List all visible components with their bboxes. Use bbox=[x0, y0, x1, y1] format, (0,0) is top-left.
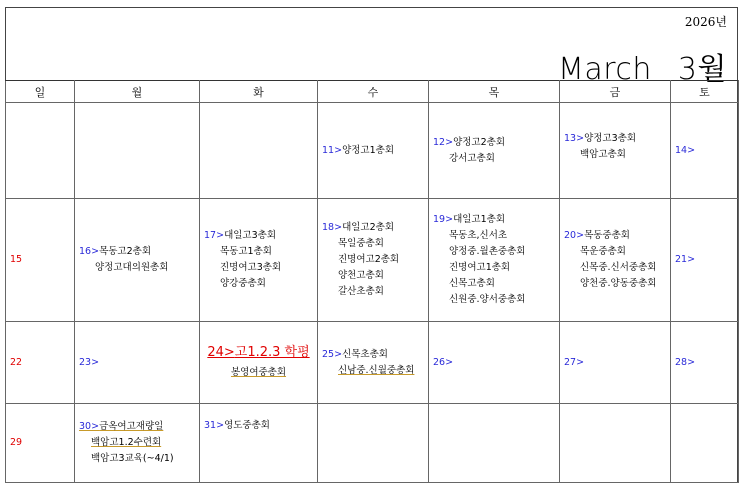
day-cell-21[interactable] bbox=[671, 199, 739, 322]
event-text: 목동고2총회 bbox=[99, 246, 151, 257]
day-cell-28[interactable] bbox=[671, 322, 739, 404]
event-text: 진명여고1총회 bbox=[449, 262, 511, 273]
day-cell-22[interactable] bbox=[6, 322, 75, 404]
weekday-wed: 수 bbox=[318, 81, 429, 103]
day-cell-17[interactable] bbox=[200, 199, 318, 322]
day-cell-11[interactable] bbox=[318, 103, 429, 199]
day-cell-empty bbox=[560, 404, 671, 483]
day-number: 24> bbox=[207, 344, 235, 360]
day-number: 27> bbox=[564, 356, 585, 368]
event-text: 신목초총회 bbox=[342, 348, 388, 360]
day-number: 31> bbox=[204, 420, 225, 431]
day-number: 18> bbox=[322, 222, 343, 233]
event-text: 영도중총회 bbox=[224, 420, 270, 431]
event-text: 갈산초총회 bbox=[338, 286, 384, 297]
day-number: 29 bbox=[10, 437, 23, 448]
day-cell-19[interactable] bbox=[429, 199, 560, 322]
event-text: 양강중총회 bbox=[220, 278, 266, 289]
weekday-mon: 월 bbox=[75, 81, 200, 103]
day-number: 16> bbox=[79, 246, 100, 257]
day-number: 17> bbox=[204, 230, 225, 241]
week-row bbox=[6, 322, 739, 404]
event-text: 봉영여중총회 bbox=[230, 366, 287, 378]
day-number: 11> bbox=[322, 144, 343, 156]
month-name-en: March bbox=[557, 52, 652, 87]
day-cell-20[interactable] bbox=[560, 199, 671, 322]
event-text: 양정고1총회 bbox=[342, 144, 394, 156]
day-cell-25[interactable] bbox=[318, 322, 429, 404]
day-number: 21> bbox=[675, 254, 696, 265]
day-cell-empty bbox=[75, 103, 200, 199]
event-text: 목동중총회 bbox=[584, 230, 630, 241]
weekday-sat: 토 bbox=[671, 81, 739, 103]
day-number: 23> bbox=[79, 356, 100, 368]
event-text: 백암고총회 bbox=[580, 148, 626, 160]
event-text: 금옥여고재량일 bbox=[99, 421, 164, 432]
day-cell-23[interactable] bbox=[75, 322, 200, 404]
day-cell-18[interactable] bbox=[318, 199, 429, 322]
event-text: 대일고1총회 bbox=[453, 214, 505, 225]
day-number: 30> bbox=[79, 421, 100, 432]
day-cell-empty bbox=[671, 404, 739, 483]
weekday-tue: 화 bbox=[200, 81, 318, 103]
day-cell-empty bbox=[200, 103, 318, 199]
event-text: 양천중.양동중총회 bbox=[580, 278, 657, 289]
day-number: 13> bbox=[564, 132, 585, 144]
week-row bbox=[6, 404, 739, 483]
event-text: 진명여고3총회 bbox=[220, 262, 282, 273]
week-row bbox=[6, 103, 739, 199]
event-text: 목운중총회 bbox=[580, 246, 626, 257]
day-cell-12[interactable] bbox=[429, 103, 560, 199]
day-number: 25> bbox=[322, 348, 343, 360]
weekday-thu: 목 bbox=[429, 81, 560, 103]
day-cell-30[interactable] bbox=[75, 404, 200, 483]
day-number: 14> bbox=[675, 144, 696, 156]
day-number: 26> bbox=[433, 356, 454, 368]
event-text: 양천고총회 bbox=[338, 270, 384, 281]
event-text: 양정고3총회 bbox=[584, 132, 636, 144]
event-headline: 고1.2.3 학평 bbox=[234, 344, 310, 360]
weekday-sun: 일 bbox=[6, 81, 75, 103]
day-cell-26[interactable] bbox=[429, 322, 560, 404]
day-cell-empty bbox=[318, 404, 429, 483]
event-text: 신목고총회 bbox=[449, 278, 495, 289]
day-cell-16[interactable] bbox=[75, 199, 200, 322]
day-cell-24[interactable] bbox=[200, 322, 318, 404]
event-text: 백암고1.2수련회 bbox=[91, 437, 162, 448]
day-cell-14[interactable] bbox=[671, 103, 739, 199]
event-text: 신남중.신월중총회 bbox=[338, 364, 415, 376]
event-text: 대일고3총회 bbox=[224, 230, 276, 241]
day-cell-15[interactable] bbox=[6, 199, 75, 322]
day-number: 15 bbox=[10, 254, 23, 265]
day-number: 19> bbox=[433, 214, 454, 225]
event-text: 목일중총회 bbox=[338, 238, 384, 249]
event-text: 강서고총회 bbox=[449, 152, 495, 164]
event-text: 양정고대의원총회 bbox=[95, 262, 169, 273]
day-cell-empty bbox=[6, 103, 75, 199]
calendar-grid bbox=[5, 80, 739, 483]
day-number: 12> bbox=[433, 136, 454, 148]
day-number: 28> bbox=[675, 356, 696, 368]
event-text: 양정중.월촌중총회 bbox=[449, 246, 526, 257]
year-label: 2026년 bbox=[684, 15, 727, 29]
day-cell-13[interactable] bbox=[560, 103, 671, 199]
day-cell-27[interactable] bbox=[560, 322, 671, 404]
event-text: 목동초,신서초 bbox=[449, 230, 508, 241]
weekday-fri: 금 bbox=[560, 81, 671, 103]
day-cell-31[interactable] bbox=[200, 404, 318, 483]
day-number: 22 bbox=[10, 356, 23, 368]
day-number: 20> bbox=[564, 230, 585, 241]
event-text: 신목중.신서중총회 bbox=[580, 262, 657, 273]
event-text: 대일고2총회 bbox=[342, 222, 394, 233]
event-text: 신원중.양서중총회 bbox=[449, 294, 526, 305]
month-name-ko: 3월 bbox=[677, 52, 727, 87]
event-text: 백암고3교육(~4/1) bbox=[91, 453, 174, 464]
event-text: 양정고2총회 bbox=[453, 136, 505, 148]
calendar-frame bbox=[5, 7, 738, 483]
day-cell-empty bbox=[429, 404, 560, 483]
event-text: 목동고1총회 bbox=[220, 246, 272, 257]
weekday-header-row bbox=[6, 81, 739, 103]
day-cell-29[interactable] bbox=[6, 404, 75, 483]
event-text: 진명여고2총회 bbox=[338, 254, 400, 265]
week-row bbox=[6, 199, 739, 322]
